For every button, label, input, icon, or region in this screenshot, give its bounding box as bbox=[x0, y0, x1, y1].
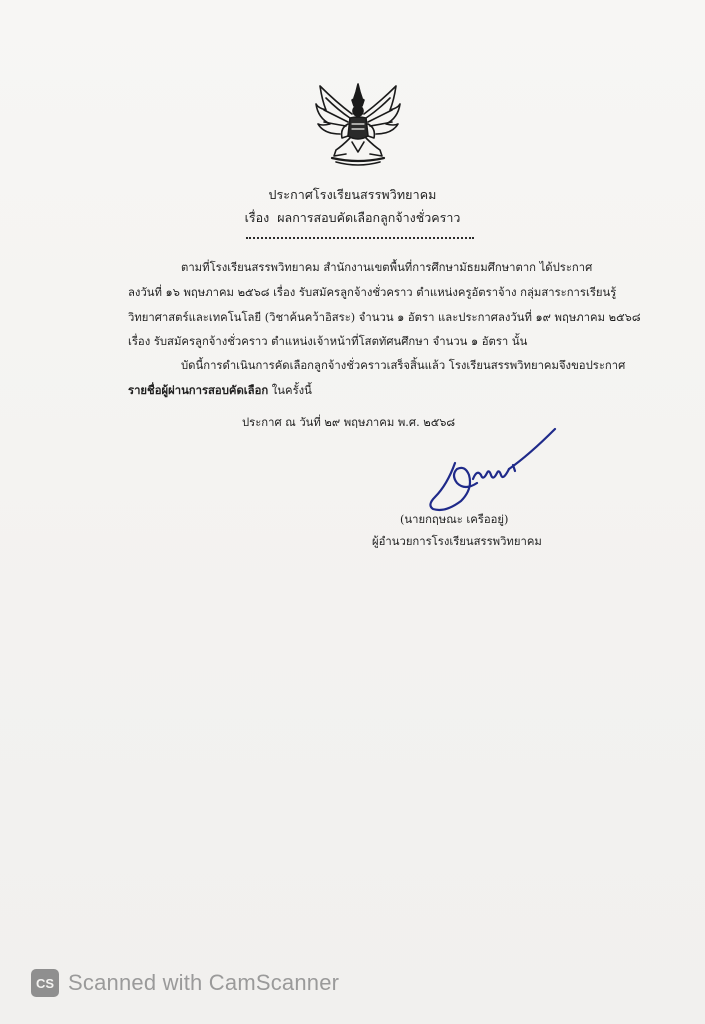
body-line-3: วิทยาศาสตร์และเทคโนโลยี (วิชาค้นคว้าอิสระ) จำนวน ๑ อัตรา และประกาศลงวันที่ ๑๙ พฤษภาคม ๒๕๖๘ bbox=[128, 311, 641, 324]
garuda-emblem-icon bbox=[312, 80, 404, 172]
camscanner-logo-text: CS bbox=[35, 976, 55, 991]
subject-label: เรื่อง bbox=[244, 210, 270, 225]
dotted-divider bbox=[246, 237, 474, 239]
announcement-subject bbox=[0, 208, 705, 228]
body-line-2: ลงวันที่ ๑๖ พฤษภาคม ๒๕๖๘ เรื่อง รับสมัครลูกจ้างชั่วคราว ตำแหน่งครูอัตราจ้าง กลุ่มสาระการเรียนรู้ bbox=[128, 286, 617, 299]
signatory-name: (นายกฤษณะ เครืออยู่) bbox=[400, 513, 509, 526]
announcement-date: ประกาศ ณ วันที่ ๒๙ พฤษภาคม พ.ศ. ๒๕๖๘ bbox=[242, 416, 456, 429]
body-line-1: ตามที่โรงเรียนสรรพวิทยาคม สำนักงานเขตพื้นที่การศึกษามัธยมศึกษาตาก ได้ประกาศ bbox=[181, 261, 593, 274]
camscanner-logo-icon bbox=[30, 968, 60, 998]
body-line-4: เรื่อง รับสมัครลูกจ้างชั่วคราว ตำแหน่งเจ้าหน้าที่โสตทัศนศึกษา จำนวน ๑ อัตรา นั้น bbox=[128, 335, 528, 348]
body-line-6 bbox=[128, 379, 312, 402]
announcement-title: ประกาศโรงเรียนสรรพวิทยาคม bbox=[268, 187, 437, 202]
body-line-6-bold: รายชื่อผู้ผ่านการสอบคัดเลือก bbox=[128, 383, 269, 397]
camscanner-watermark: Scanned with CamScanner bbox=[68, 970, 340, 995]
body-line-6-rest: ในครั้งนี้ bbox=[268, 384, 312, 397]
subject-text: ผลการสอบคัดเลือกลูกจ้างชั่วคราว bbox=[277, 210, 461, 225]
body-line-5: บัดนี้การดำเนินการคัดเลือกลูกจ้างชั่วคราวเสร็จสิ้นแล้ว โรงเรียนสรรพวิทยาคมจึงขอประกาศ bbox=[181, 359, 626, 372]
signatory-position: ผู้อำนวยการโรงเรียนสรรพวิทยาคม bbox=[372, 535, 542, 548]
signature-icon bbox=[425, 425, 560, 520]
